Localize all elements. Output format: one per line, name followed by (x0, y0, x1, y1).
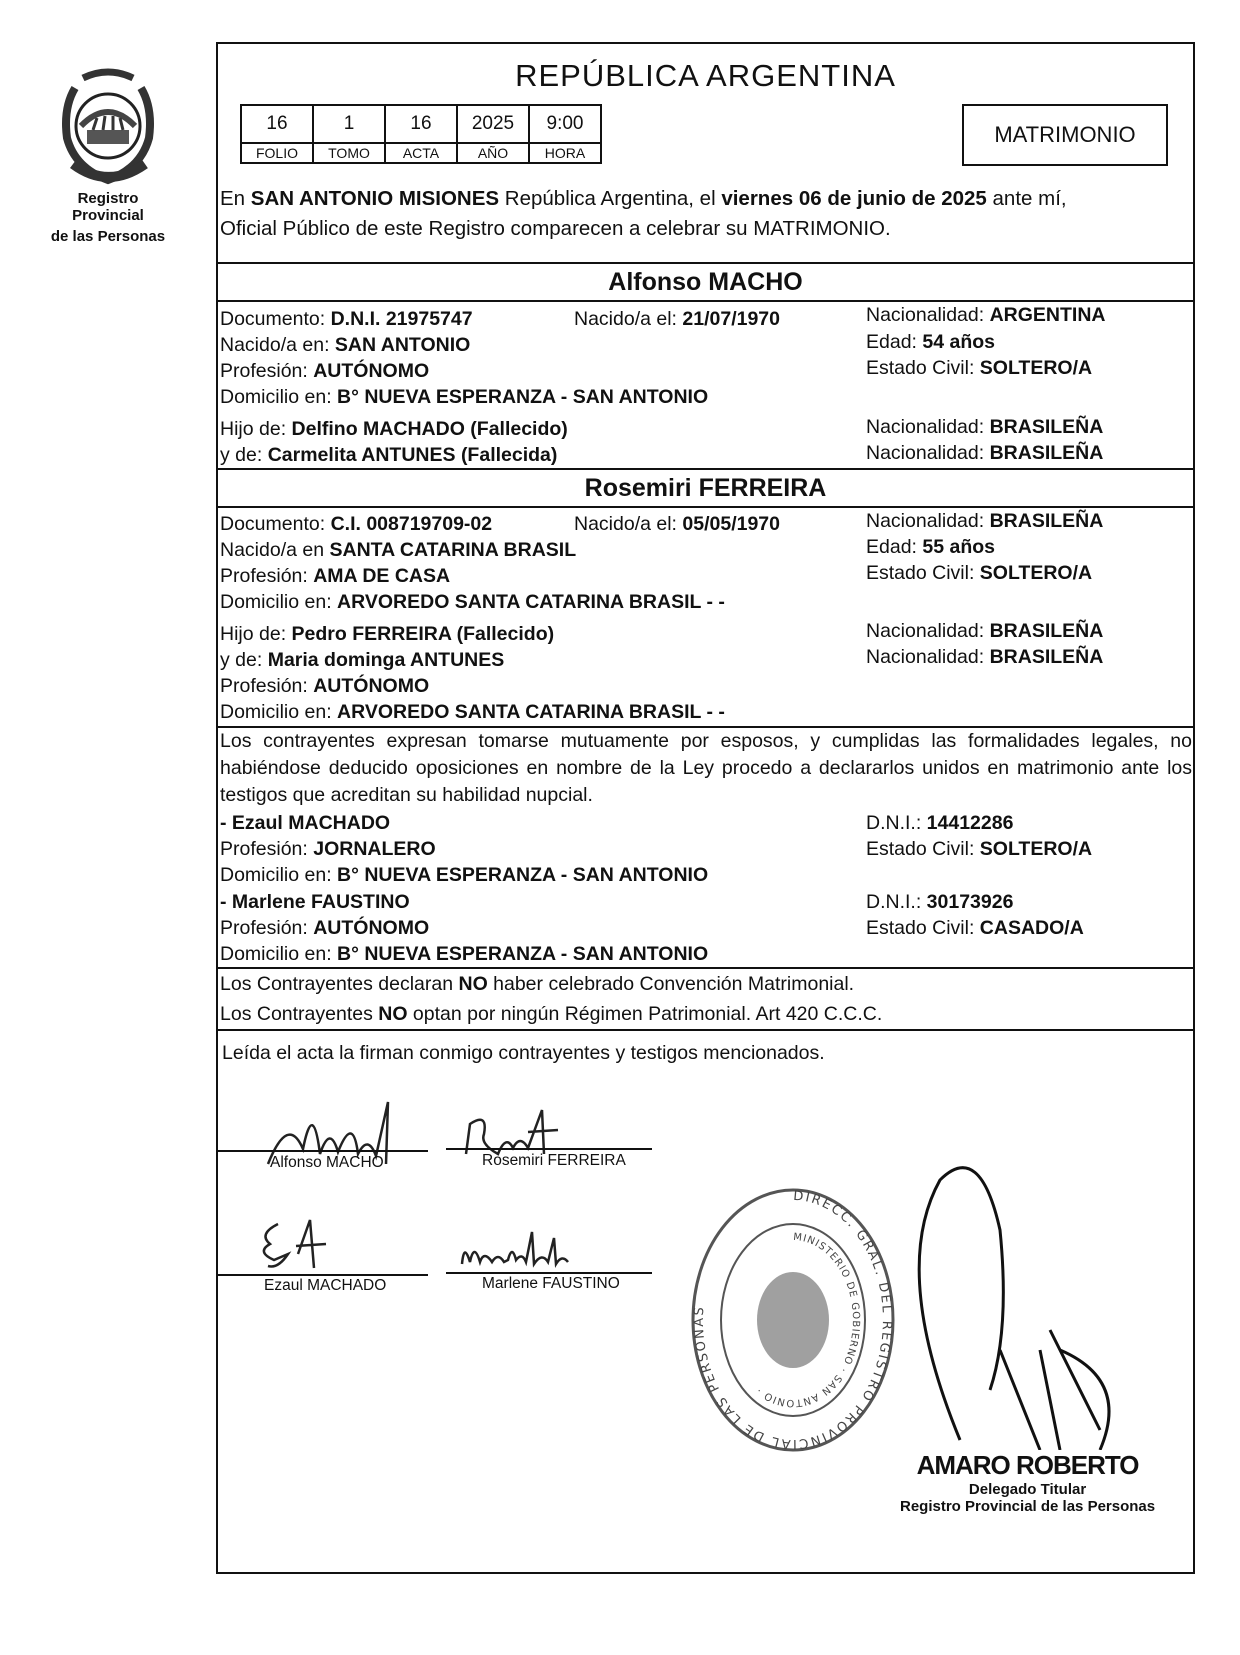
spouse1-birthplace: Nacido/a en: SAN ANTONIO (220, 334, 471, 356)
witness1-dni: D.N.I.: 14412286 (866, 812, 1014, 834)
intro-text-3: ante mí, (986, 187, 1067, 210)
signature-marlene (456, 1224, 586, 1274)
divider (218, 1029, 1193, 1031)
spouse2-civil-status: Estado Civil: SOLTERO/A (866, 562, 1093, 584)
divider (218, 468, 1193, 470)
folio-label: FOLIO (241, 143, 313, 163)
closing-statement: Leída el acta la firman conmigo contrayentes y testigos mencionados. (222, 1042, 825, 1064)
witness1-civil-status: Estado Civil: SOLTERO/A (866, 838, 1093, 860)
intro-text-2: República Argentina, el (499, 187, 722, 210)
witness2-civil-status: Estado Civil: CASADO/A (866, 917, 1084, 939)
record-reference-table (240, 104, 602, 164)
signature-label-2: Rosemiri FERREIRA (482, 1152, 626, 1169)
spouse2-profession: Profesión: AMA DE CASA (220, 565, 451, 587)
regime-statement: Los Contrayentes NO optan por ningún Régimen Patrimonial. Art 420 C.C.C. (220, 1003, 883, 1025)
spouse1-name: Alfonso MACHO (608, 268, 803, 296)
spouse1-age: Edad: 54 años (866, 331, 996, 353)
intro-line2: Oficial Público de este Registro comparecen a celebrar su MATRIMONIO. (220, 217, 891, 240)
spouse2-age: Edad: 55 años (866, 536, 996, 558)
anio-label: AÑO (457, 143, 529, 163)
country-title: REPÚBLICA ARGENTINA (515, 58, 896, 93)
witness2-profession: Profesión: AUTÓNOMO (220, 917, 430, 939)
divider (218, 967, 1193, 969)
acta-value: 16 (385, 105, 457, 143)
signature-label-1: Alfonso MACHO (270, 1154, 384, 1171)
acta-label: ACTA (385, 143, 457, 163)
official-stamp-icon (688, 1185, 898, 1455)
intro-text-1: En (220, 187, 251, 210)
spouse2-birthplace: Nacido/a en SANTA CATARINA BRASIL (220, 539, 577, 561)
anio-value: 2025 (457, 105, 529, 143)
official-role: Delegado Titular (968, 1481, 1087, 1498)
act-type-box: MATRIMONIO (962, 104, 1168, 166)
spouse2-father-nationality: Nacionalidad: BRASILEÑA (866, 620, 1104, 642)
province-seal-icon (53, 68, 163, 186)
spouse2-document: Documento: C.I. 008719709-02 (220, 513, 493, 535)
spouse2-mother-nationality: Nacionalidad: BRASILEÑA (866, 646, 1104, 668)
logo-caption-line2: de las Personas (50, 228, 166, 245)
witness1-address: Domicilio en: B° NUEVA ESPERANZA - SAN ANTONIO (220, 864, 709, 886)
spouse2-name: Rosemiri FERREIRA (584, 474, 827, 502)
spouse1-mother: y de: Carmelita ANTUNES (Fallecida) (220, 444, 558, 466)
registry-logo (48, 68, 168, 245)
stamp-inner-text: MINISTERIO DE GOBIERNO · SAN ANTONIO · (754, 1231, 862, 1409)
hora-value: 9:00 (529, 105, 601, 143)
spouse1-birthdate: Nacido/a el: 21/07/1970 (574, 308, 781, 330)
witness1-name: - Ezaul MACHADO (220, 812, 391, 834)
spouse2-father: Hijo de: Pedro FERREIRA (Fallecido) (220, 623, 555, 645)
signature-label-4: Marlene FAUSTINO (482, 1275, 620, 1292)
spouse2-mother: y de: Maria dominga ANTUNES (220, 649, 505, 671)
spouse2-parents-profession: Profesión: AUTÓNOMO (220, 675, 430, 697)
spouse1-profession: Profesión: AUTÓNOMO (220, 360, 430, 382)
spouse1-civil-status: Estado Civil: SOLTERO/A (866, 357, 1093, 379)
stamp-outer-text: DIRECC. GRAL. DEL REGISTRO PROVINCIAL DE LAS PERSONAS (691, 1188, 895, 1452)
hora-label: HORA (529, 143, 601, 163)
intro-date: viernes 06 de junio de 2025 (721, 187, 987, 210)
spouse2-nationality: Nacionalidad: BRASILEÑA (866, 510, 1104, 532)
witness1-profession: Profesión: JORNALERO (220, 838, 436, 860)
signature-line (446, 1148, 652, 1150)
official-block (900, 1450, 1155, 1515)
spouse2-address: Domicilio en: ARVOREDO SANTA CATARINA BRASIL - - (220, 591, 725, 613)
intro-paragraph (220, 184, 1190, 244)
tomo-label: TOMO (313, 143, 385, 163)
signature-line (218, 1150, 428, 1152)
spouse1-nationality: Nacionalidad: ARGENTINA (866, 304, 1106, 326)
official-name: AMARO ROBERTO (916, 1450, 1139, 1480)
folio-value: 16 (241, 105, 313, 143)
divider (218, 262, 1193, 264)
spouse1-address: Domicilio en: B° NUEVA ESPERANZA - SAN ANTONIO (220, 386, 709, 408)
signature-line (446, 1272, 652, 1274)
spouse2-parents-address: Domicilio en: ARVOREDO SANTA CATARINA BRASIL - - (220, 701, 725, 723)
intro-place: SAN ANTONIO MISIONES (250, 187, 500, 210)
official-signature (900, 1150, 1140, 1450)
declaration-text: Los contrayentes expresan tomarse mutuamente por esposos, y cumplidas las formalidades legales, no habiéndose deducido oposiciones en nombre de la Ley procedo a declararlos unidos en matrimonio ante los testigos que acreditan su habilidad nupcial. (220, 730, 1192, 806)
signature-line (218, 1274, 428, 1276)
spouse1-document: Documento: D.N.I. 21975747 (220, 308, 473, 330)
official-org: Registro Provincial de las Personas (900, 1498, 1156, 1515)
spouse1-mother-nationality: Nacionalidad: BRASILEÑA (866, 442, 1104, 464)
witness2-name: - Marlene FAUSTINO (220, 891, 410, 913)
witness2-dni: D.N.I.: 30173926 (866, 891, 1014, 913)
spouse1-father: Hijo de: Delfino MACHADO (Fallecido) (220, 418, 568, 440)
convention-statement: Los Contrayentes declaran NO haber celebrado Convención Matrimonial. (220, 973, 855, 995)
spouse2-birthdate: Nacido/a el: 05/05/1970 (574, 513, 781, 535)
logo-caption-line1: Registro Provincial (72, 190, 144, 224)
spouse1-father-nationality: Nacionalidad: BRASILEÑA (866, 416, 1104, 438)
signature-label-3: Ezaul MACHADO (264, 1277, 387, 1294)
signature-ezaul (248, 1214, 338, 1274)
tomo-value: 1 (313, 105, 385, 143)
witness2-address: Domicilio en: B° NUEVA ESPERANZA - SAN ANTONIO (220, 943, 709, 965)
